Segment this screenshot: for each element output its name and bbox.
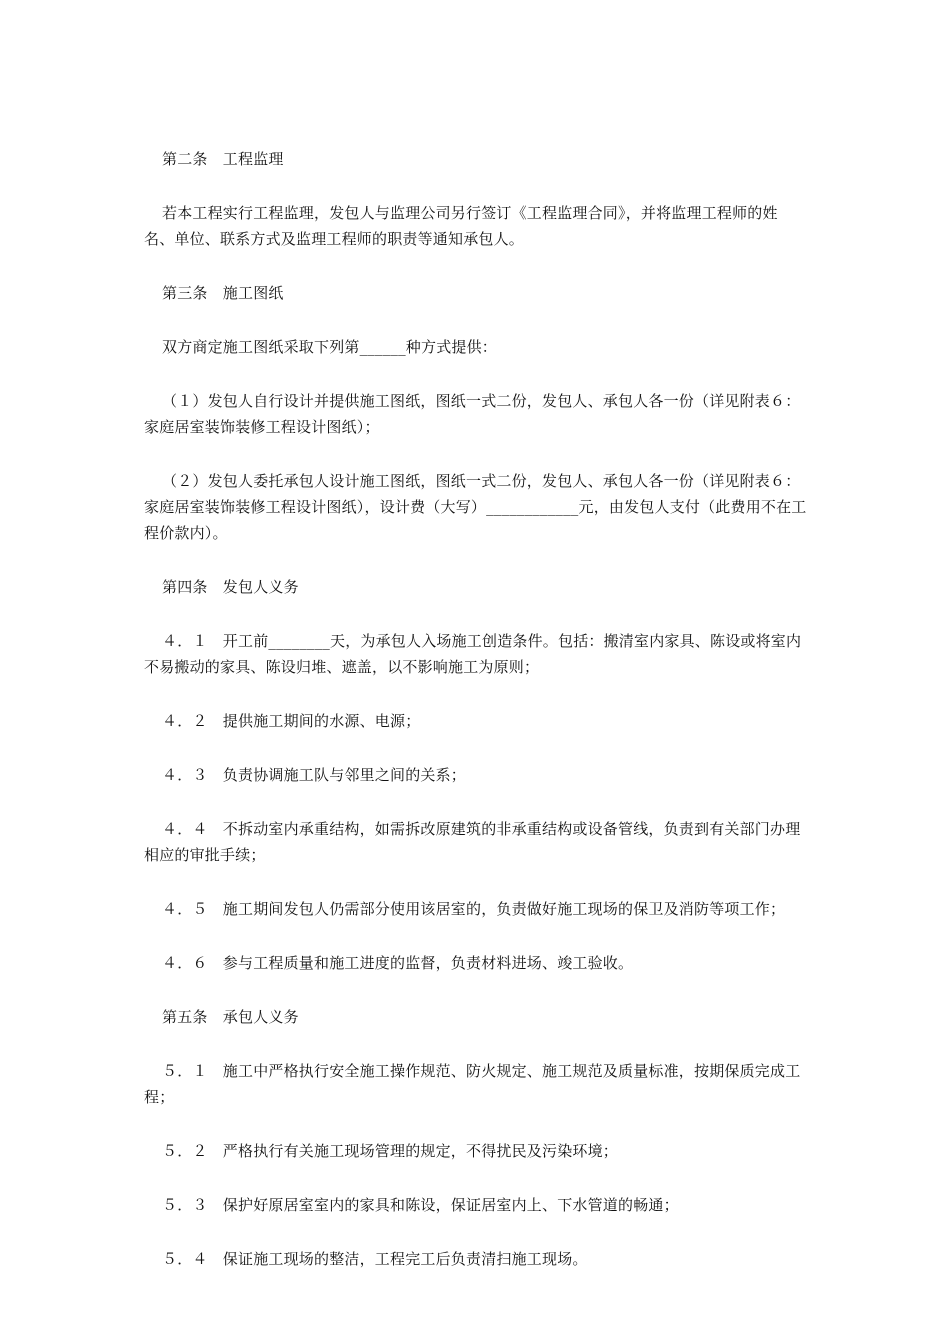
clause-4-5: ４．５ 施工期间发包人仍需部分使用该居室的，负责做好施工现场的保卫及消防等项工作； bbox=[162, 900, 786, 918]
clause-4-4: ４．４ 不拆动室内承重结构，如需拆改原建筑的非承重结构或设备管线，负责到有关部门办理相应的审批手续； bbox=[144, 820, 801, 864]
paragraph-option-1: （１）发包人自行设计并提供施工图纸，图纸一式二份，发包人、承包人各一份（详见附表６：家庭居室装饰装修工程设计图纸）； bbox=[144, 392, 801, 436]
paragraph-drawing-method: 双方商定施工图纸采取下列第______种方式提供： bbox=[162, 338, 498, 356]
paragraph-option-2: （２）发包人委托承包人设计施工图纸，图纸一式二份，发包人、承包人各一份（详见附表６：家庭居室装饰装修工程设计图纸），设计费（大写）____________元，由发包人支付（此费用不在工程价款内）。 bbox=[144, 472, 807, 542]
clause-4-3: ４．３ 负责协调施工队与邻里之间的关系； bbox=[162, 766, 467, 784]
clause-5-3: ５．３ 保护好原居室室内的家具和陈设，保证居室内上、下水管道的畅通； bbox=[162, 1196, 679, 1214]
clause-4-2: ４．２ 提供施工期间的水源、电源； bbox=[162, 712, 421, 730]
clause-5-4: ５．４ 保证施工现场的整洁，工程完工后负责清扫施工现场。 bbox=[162, 1250, 588, 1268]
section-heading-2: 第二条 工程监理 bbox=[162, 150, 284, 168]
clause-5-1: ５．１ 施工中严格执行安全施工操作规范、防火规定、施工规范及质量标准，按期保质完成工程； bbox=[144, 1062, 801, 1106]
document-body bbox=[144, 146, 808, 1300]
clause-5-2: ５．２ 严格执行有关施工现场管理的规定，不得扰民及污染环境； bbox=[162, 1142, 619, 1160]
section-heading-3: 第三条 施工图纸 bbox=[162, 284, 284, 302]
clause-4-1: ４．１ 开工前________天，为承包人入场施工创造条件。包括：搬清室内家具、陈设或将室内不易搬动的家具、陈设归堆、遮盖，以不影响施工为原则； bbox=[144, 632, 802, 676]
paragraph-supervision: 若本工程实行工程监理，发包人与监理公司另行签订《工程监理合同》，并将监理工程师的姓名、单位、联系方式及监理工程师的职责等通知承包人。 bbox=[144, 204, 778, 248]
section-heading-4: 第四条 发包人义务 bbox=[162, 578, 299, 596]
section-heading-5: 第五条 承包人义务 bbox=[162, 1008, 299, 1026]
clause-4-6: ４．６ 参与工程质量和施工进度的监督，负责材料进场、竣工验收。 bbox=[162, 954, 634, 972]
